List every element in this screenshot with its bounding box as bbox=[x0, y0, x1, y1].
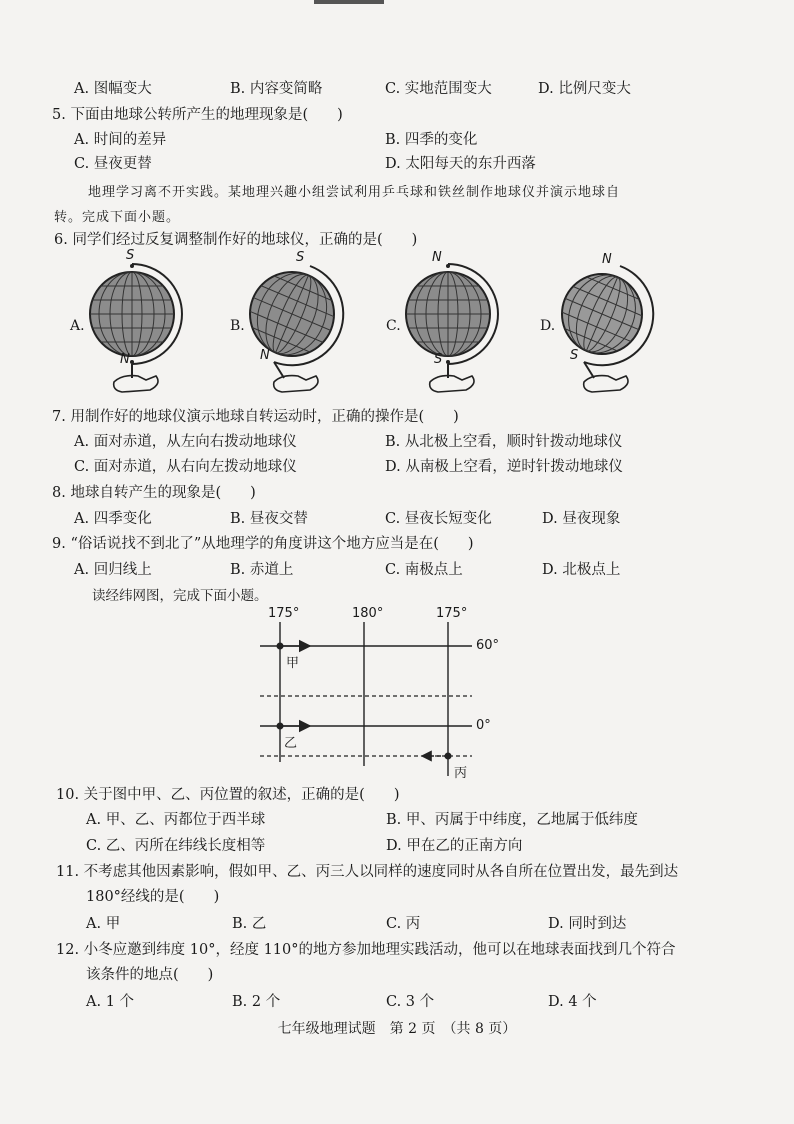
q10-option-a: A. 甲、乙、丙都位于西半球 bbox=[86, 812, 266, 828]
q7-option-d: D. 从南极上空看，逆时针拨动地球仪 bbox=[385, 459, 623, 475]
q12-option-d: D. 4 个 bbox=[548, 994, 597, 1010]
globe-b-figure bbox=[230, 256, 390, 400]
q9-option-b: B. 赤道上 bbox=[230, 562, 294, 578]
q8-option-b: B. 昼夜交替 bbox=[230, 511, 308, 527]
q8-option-c: C. 昼夜长短变化 bbox=[385, 511, 492, 527]
q9-stem: 9. “俗话说找不到北了”从地理学的角度讲这个地方应当是在( ) bbox=[52, 536, 474, 552]
globe-b-top-pole: S bbox=[296, 250, 305, 265]
q8-option-d: D. 昼夜现象 bbox=[542, 511, 621, 527]
q10-option-b: B. 甲、丙属于中纬度，乙地属于低纬度 bbox=[386, 812, 638, 828]
q11-option-a: A. 甲 bbox=[86, 916, 121, 932]
globe-b-letter: B. bbox=[230, 318, 245, 334]
intro-grid: 读经纬网图，完成下面小题。 bbox=[92, 588, 268, 604]
label-lon-180: 180° bbox=[352, 606, 384, 621]
q8-stem: 8. 地球自转产生的现象是( ) bbox=[52, 485, 256, 501]
q5-option-b: B. 四季的变化 bbox=[385, 132, 478, 148]
intro-globe-line2: 转。完成下面小题。 bbox=[54, 210, 181, 225]
label-jia: 甲 bbox=[286, 656, 300, 671]
q4-option-c: C. 实地范围变大 bbox=[385, 81, 492, 97]
globe-option-a bbox=[70, 248, 230, 400]
q12-stem-line2: 该条件的地点( ) bbox=[86, 967, 214, 983]
q11-option-b: B. 乙 bbox=[232, 916, 267, 932]
q4-option-b: B. 内容变简略 bbox=[230, 81, 323, 97]
q10-option-d: D. 甲在乙的正南方向 bbox=[386, 838, 523, 854]
q9-option-c: C. 南极点上 bbox=[385, 562, 463, 578]
page-top-mark bbox=[314, 0, 384, 4]
lat-long-grid bbox=[250, 604, 510, 784]
globe-c-letter: C. bbox=[386, 318, 401, 334]
label-bing: 丙 bbox=[454, 766, 468, 781]
label-yi: 乙 bbox=[284, 736, 298, 751]
q4-option-d: D. 比例尺变大 bbox=[538, 81, 631, 97]
point-bing bbox=[445, 753, 452, 760]
globe-option-d bbox=[540, 252, 700, 400]
point-jia bbox=[277, 643, 284, 650]
q9-option-d: D. 北极点上 bbox=[542, 562, 621, 578]
q12-stem-line1: 12. 小冬应邀到纬度 10°，经度 110°的地方参加地理实践活动，他可以在地球表面找到几个符合 bbox=[56, 942, 676, 958]
globe-a-top-pole: S bbox=[126, 248, 135, 263]
q9-option-a: A. 回归线上 bbox=[74, 562, 152, 578]
label-lon-left: 175° bbox=[268, 606, 300, 621]
q11-option-c: C. 丙 bbox=[386, 916, 421, 932]
q5-option-d: D. 太阳每天的东升西落 bbox=[385, 156, 536, 172]
q5-option-c: C. 昼夜更替 bbox=[74, 156, 152, 172]
label-lon-right: 175° bbox=[436, 606, 468, 621]
q7-stem: 7. 用制作好的地球仪演示地球自转运动时，正确的操作是( ) bbox=[52, 409, 459, 425]
q7-option-b: B. 从北极上空看，顺时针拨动地球仪 bbox=[385, 434, 623, 450]
globe-b-bottom-pole: N bbox=[260, 348, 270, 363]
globe-c-figure bbox=[386, 256, 546, 400]
label-lat-60: 60° bbox=[476, 638, 500, 653]
globe-d-letter: D. bbox=[540, 318, 556, 334]
globe-a-letter: A. bbox=[70, 318, 85, 334]
intro-globe-line1: 地理学习离不开实践。某地理兴趣小组尝试利用乒乓球和铁丝制作地球仪并演示地球自 bbox=[88, 185, 621, 200]
q5-stem: 5. 下面由地球公转所产生的地理现象是( ) bbox=[52, 107, 343, 123]
globe-d-figure bbox=[540, 256, 700, 400]
q5-option-a: A. 时间的差异 bbox=[74, 132, 167, 148]
globe-a-figure bbox=[70, 256, 230, 400]
q12-option-c: C. 3 个 bbox=[386, 994, 435, 1010]
globe-option-b bbox=[230, 250, 390, 400]
q12-option-b: B. 2 个 bbox=[232, 994, 281, 1010]
q10-option-c: C. 乙、丙所在纬线长度相等 bbox=[86, 838, 266, 854]
q11-stem-line1: 11. 不考虑其他因素影响，假如甲、乙、丙三人以同样的速度同时从各自所在位置出发，最先到达 bbox=[56, 864, 679, 880]
globe-c-top-pole: N bbox=[432, 250, 442, 265]
page-footer: 七年级地理试题 第 2 页 （共 8 页） bbox=[277, 1021, 517, 1037]
q4-option-a: A. 图幅变大 bbox=[74, 81, 152, 97]
label-lat-0: 0° bbox=[476, 718, 491, 733]
q11-option-d: D. 同时到达 bbox=[548, 916, 627, 932]
globe-a-bottom-pole: N bbox=[120, 352, 130, 367]
q10-stem: 10. 关于图中甲、乙、丙位置的叙述，正确的是( ) bbox=[56, 787, 400, 803]
q7-option-a: A. 面对赤道，从左向右拨动地球仪 bbox=[74, 434, 297, 450]
q12-option-a: A. 1 个 bbox=[86, 994, 135, 1010]
q8-option-a: A. 四季变化 bbox=[74, 511, 152, 527]
q6-stem: 6. 同学们经过反复调整制作好的地球仪，正确的是( ) bbox=[54, 232, 418, 248]
globe-d-top-pole: N bbox=[602, 252, 612, 267]
globe-c-bottom-pole: S bbox=[434, 352, 443, 367]
q7-option-c: C. 面对赤道，从右向左拨动地球仪 bbox=[74, 459, 297, 475]
point-yi bbox=[277, 723, 284, 730]
globe-option-c bbox=[386, 250, 546, 400]
q11-stem-line2: 180°经线的是( ) bbox=[86, 889, 220, 905]
globe-d-bottom-pole: S bbox=[570, 348, 579, 363]
